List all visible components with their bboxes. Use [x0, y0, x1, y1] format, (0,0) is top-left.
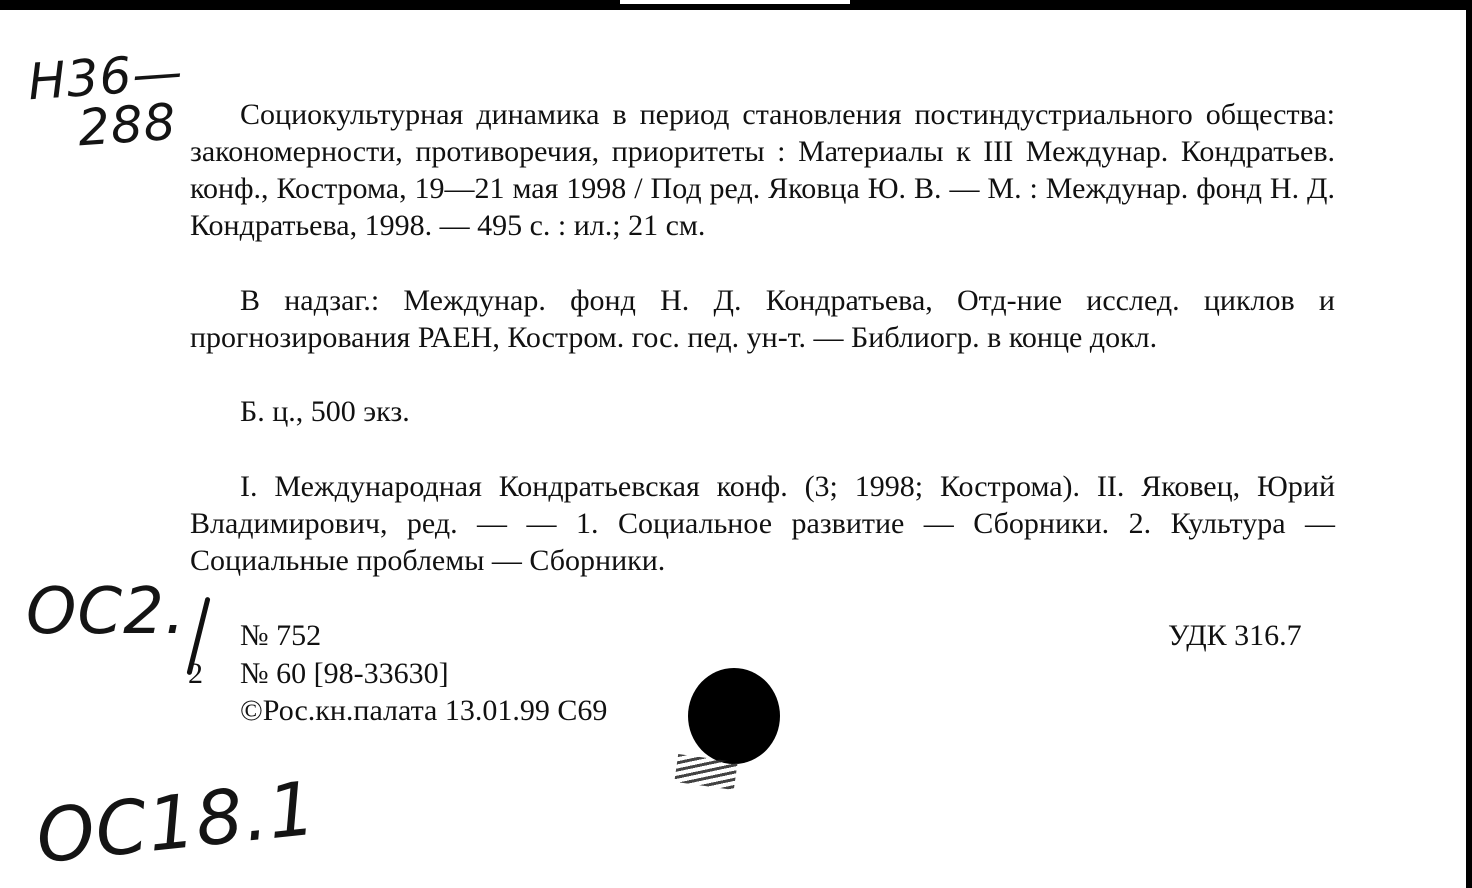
handwritten-shelf-mark-2: ОС18.1	[32, 765, 321, 881]
bibliographic-description: Социокультурная динамика в период становления постиндустриального общества: закономерности, противоречия, приоритеты : Материалы к III Междунар. Кондратьев. конф., Кострома, 19—21 мая 1998 / Под ред. Яковца Ю. В. — М. : Междунар. фонд Н. Д. Кондратьева, 1998. — 495 с. : ил.; 21 см.	[190, 98, 1335, 242]
scan-edge-gap	[620, 0, 850, 4]
bibliographic-note: В надзаг.: Междунар. фонд Н. Д. Кондратьева, Отд-ние исслед. циклов и прогнозирования РАЕН, Костром. гос. пед. ун-т. — Библиогр. в конце докл.	[190, 284, 1335, 354]
scan-edge-right	[1466, 0, 1472, 888]
card-punch-hole	[688, 668, 780, 764]
handwritten-cipher-line2: 288	[76, 92, 179, 158]
book-chamber-imprint: ©Рос.кн.палата 13.01.99 С69	[240, 694, 608, 727]
card-number-2: № 60 [98-33630]	[240, 657, 449, 690]
udk-code: УДК 316.7	[1168, 619, 1302, 652]
handwritten-shelf-mark-1: ОС2.	[26, 575, 187, 649]
card-number-2-prefix: 2	[188, 657, 203, 690]
card-number-1: № 752	[240, 619, 322, 652]
subject-headings: I. Международная Кондратьевская конф. (3; 1998; Кострома). II. Яковец, Юрий Владимирович, ред. — — 1. Социальное развитие — Сборники. 2. Культура — Социальные проблемы — Сборники.	[190, 470, 1335, 577]
handwritten-cipher-line1: Н36—	[26, 42, 186, 112]
price-and-print-run: Б. ц., 500 экз.	[240, 395, 410, 428]
